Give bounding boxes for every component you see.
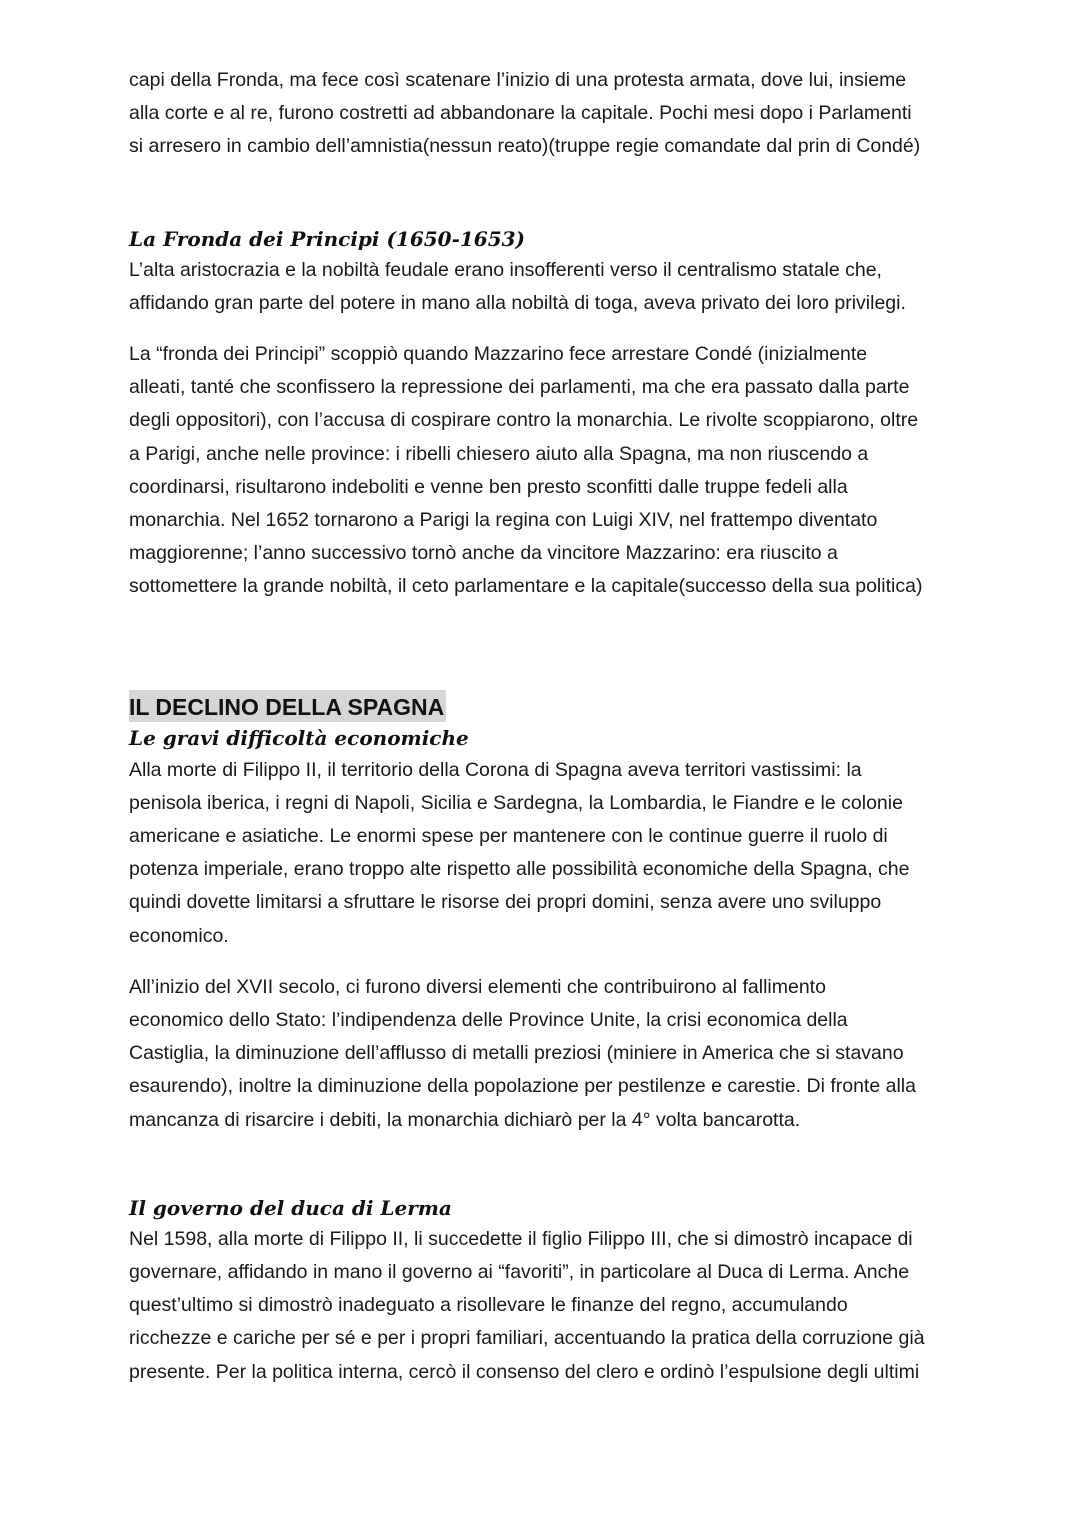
- text-line: ricchezze e cariche per sé e per i propri familiari, accentuando la pratica della corruzione già: [129, 1327, 925, 1350]
- text-line: presente. Per la politica interna, cercò il consenso del clero e ordinò l’espulsione degli ultimi: [129, 1360, 920, 1383]
- text-line: si arresero in cambio dell’amnistia(nessun reato)(truppe regie comandate dal prin di Condé): [129, 135, 921, 158]
- text-line: capi della Fronda, ma fece così scatenare l’inizio di una protesta armata, dove lui, insieme: [129, 69, 907, 91]
- heading-governo-lerma: Il governo del duca di Lerma: [129, 1195, 452, 1220]
- heading-difficolta-economiche: Le gravi difficoltà economiche: [129, 725, 469, 750]
- text-line: a Parigi, anche nelle province: i ribelli chiesero aiuto alla Spagna, ma non riuscendo a: [129, 442, 869, 465]
- paragraph-fronda: [129, 338, 1029, 604]
- text-line: esaurendo), inoltre la diminuzione della popolazione per pestilenze e carestie. Di fronte alla: [129, 1075, 916, 1098]
- text-line: alleati, tanté che sconfissero la repressione dei parlamenti, ma che era passato dalla parte: [129, 376, 910, 399]
- text-line: potenza imperiale, erano troppo alte rispetto alle possibilità economiche della Spagna, che: [129, 858, 910, 881]
- text-line: Alla morte di Filippo II, il territorio della Corona di Spagna aveva territori vastissimi: la: [129, 758, 862, 781]
- page-content: [129, 64, 1029, 1389]
- text-line: affidando gran parte del potere in mano alla nobiltà di toga, aveva privato dei loro privilegi.: [129, 291, 906, 314]
- text-line: Castiglia, la diminuzione dell’afflusso di metalli preziosi (miniere in America che si stavano: [129, 1042, 904, 1065]
- text-line: mancanza di risarcire i debiti, la monarchia dichiarò per la 4° volta bancarotta.: [129, 1108, 801, 1131]
- text-line: quindi dovette limitarsi a sfruttare le risorse dei propri domini, senza avere uno sviluppo: [129, 891, 882, 914]
- section-title-wrapper: [129, 690, 1029, 720]
- text-line: economico.: [129, 924, 229, 947]
- paragraph-territori: [129, 754, 1029, 953]
- text-line: Nel 1598, alla morte di Filippo II, li succedette il figlio Filippo III, che si dimostrò incapace di: [129, 1227, 913, 1250]
- text-line: L’alta aristocrazia e la nobiltà feudale erano insofferenti verso il centralismo statale che,: [129, 258, 882, 281]
- paragraph-intro: [129, 64, 1029, 164]
- text-line: economico dello Stato: l’indipendenza delle Province Unite, la crisi economica della: [129, 1009, 848, 1032]
- text-line: maggiorenne; l’anno successivo tornò anche da vincitore Mazzarino: era riuscito a: [129, 542, 838, 565]
- text-line: degli oppositori), con l’accusa di cospirare contro la monarchia. Le rivolte scoppiarono, oltre: [129, 409, 919, 432]
- heading-fronda-principi: La Fronda dei Principi (1650-1653): [129, 226, 526, 251]
- paragraph-lerma: [129, 1223, 1029, 1389]
- text-line: coordinarsi, risultarono indeboliti e venne ben presto sconfitti dalle truppe fedeli alla: [129, 475, 848, 498]
- text-line: americane e asiatiche. Le enormi spese per mantenere con le continue guerre il ruolo di: [129, 825, 888, 848]
- paragraph-aristocrazia: [129, 254, 1029, 320]
- section-title-declino-spagna: IL DECLINO DELLA SPAGNA: [129, 690, 446, 722]
- text-line: La “fronda dei Principi” scoppiò quando Mazzarino fece arrestare Condé (inizialmente: [129, 343, 868, 366]
- paragraph-xvii-secolo: [129, 971, 1029, 1137]
- text-line: monarchia. Nel 1652 tornarono a Parigi la regina con Luigi XIV, nel frattempo diventato: [129, 509, 878, 532]
- text-line: quest’ultimo si dimostrò inadeguato a risollevare le finanze del regno, accumulando: [129, 1294, 848, 1317]
- text-line: alla corte e al re, furono costretti ad abbandonare la capitale. Pochi mesi dopo i Parlamenti: [129, 102, 912, 125]
- text-line: penisola iberica, i regni di Napoli, Sicilia e Sardegna, la Lombardia, le Fiandre e le colonie: [129, 791, 903, 814]
- text-line: sottomettere la grande nobiltà, il ceto parlamentare e la capitale(successo della sua politica): [129, 575, 923, 598]
- text-line: governare, affidando in mano il governo ai “favoriti”, in particolare al Duca di Lerma. Anche: [129, 1261, 910, 1284]
- text-line: All’inizio del XVII secolo, ci furono diversi elementi che contribuirono al fallimento: [129, 975, 826, 998]
